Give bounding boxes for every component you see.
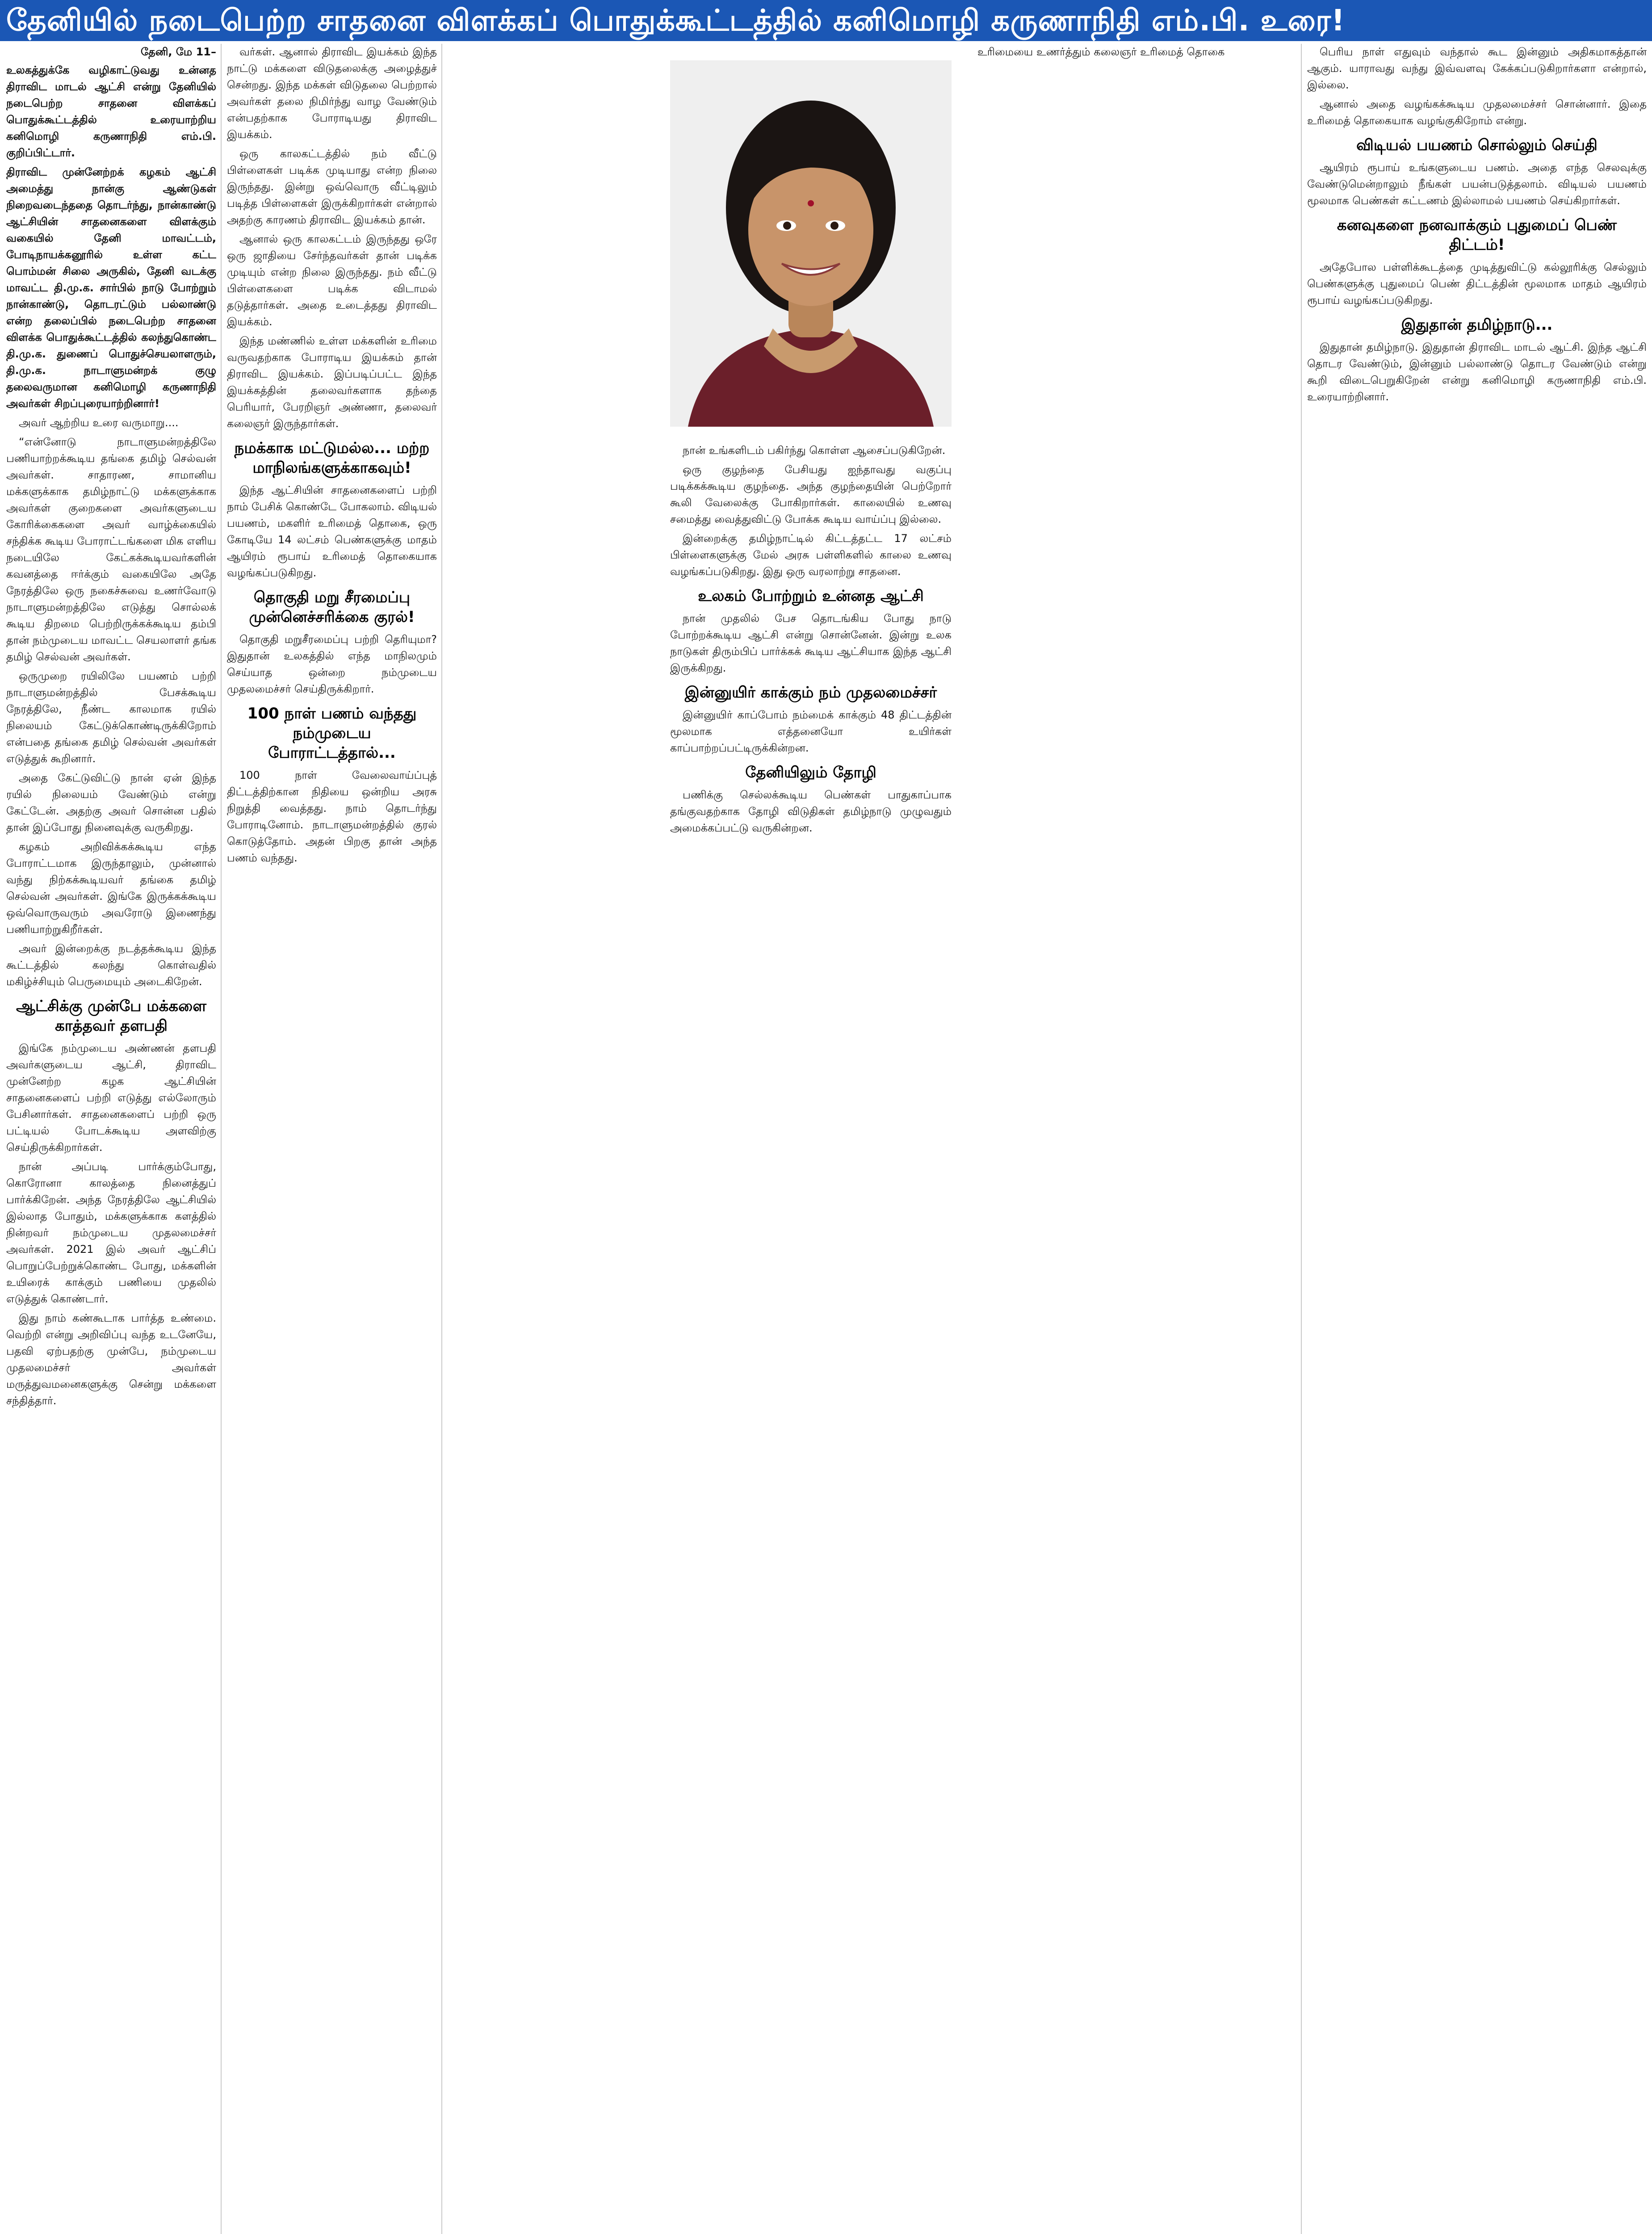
headline: தேனியில் நடைபெற்ற சாதனை விளக்கப் பொதுக்கூட்டத்தில் கனிமொழி கருணாநிதி எம்.பி. உரை! — [6, 3, 1346, 38]
subheading: ஆட்சிக்கு முன்பே மக்களை காத்தவர் தளபதி — [16, 997, 206, 1035]
dateline: தேனி, மே 11– — [141, 46, 216, 58]
subheading: இன்னுயிர் காக்கும் நம் முதலமைச்சர் — [684, 684, 937, 701]
body-paragraph: நான் அப்படி பார்க்கும்போது, கொரோனா காலத்தை நினைத்துப் பார்க்கிறேன். அந்த நேரத்திலே ஆட்சியில் இல்லாத போதும், மக்களுக்காக களத்தில் நின்றவர் நம்முடைய முதலமைச்சர் அவர்கள். 2021 இல் அவர் ஆட்சிப் பொறுப்பேற்றுக்கொண்ட போது, மக்களின் உயிரைக் காக்கும் பணியை முதலில் எடுத்துக் கொண்டார். — [6, 1160, 216, 1305]
column-divider — [1301, 44, 1302, 2234]
body-paragraph: அதை கேட்டுவிட்டு நான் ஏன் இந்த ரயில் நிலையம் வேண்டும் என்று கேட்டேன். அதற்கு அவர் சொன்ன பதில் தான் இப்போது நினைவுக்கு வருகிறது. — [6, 772, 216, 834]
column-divider — [441, 44, 442, 2234]
column-2 — [227, 44, 437, 2234]
subheading: நமக்காக மட்டுமல்ல... மற்ற மாநிலங்களுக்காகவும்! — [234, 439, 430, 477]
body-paragraph: 100 நாள் வேலைவாய்ப்புத் திட்டத்திற்கான நிதியை ஒன்றிய அரசு நிறுத்தி வைத்தது. நாம் தொடர்ந்து போராடினோம். நாடாளுமன்றத்தில் குரல் கொடுத்தோம். அதன் பிறகு தான் அந்த பணம் வந்தது. — [227, 769, 437, 864]
body-paragraph: ஆயிரம் ரூபாய் உங்களுடைய பணம். அதை எந்த செலவுக்கு வேண்டுமென்றாலும் நீங்கள் பயன்படுத்தலாம். விடியல் பயணம் மூலமாக பெண்கள் கட்டணம் இல்லாமல் பயணம் செய்கிறார்கள். — [1307, 161, 1647, 207]
subheading: உலகம் போற்றும் உன்னத ஆட்சி — [698, 587, 924, 605]
kanimozhi-portrait-image — [670, 60, 952, 427]
body-paragraph: ஒருமுறை ரயிலிலே பயணம் பற்றி நாடாளுமன்றத்தில் பேசக்கூடிய நேரத்திலே, நீண்ட காலமாக ரயில் நிலையம் கேட்டுக்கொண்டிருக்கிறோம் என்பதை தங்கை தமிழ் செல்வன் அவர்கள் எடுத்துக் கூறினார். — [6, 670, 216, 765]
body-paragraph: ஒரு காலகட்டத்தில் நம் வீட்டு பிள்ளைகள் படிக்க முடியாது என்ற நிலை இருந்தது. இன்று ஒவ்வொரு வீட்டிலும் படித்த பிள்ளைகள் இருக்கிறார்கள் என்றால் அதற்கு காரணம் திராவிட இயக்கம் தான். — [227, 147, 437, 226]
column-5 — [1307, 44, 1647, 2234]
subheading: தொகுதி மறு சீரமைப்பு முன்னெச்சரிக்கை குரல்! — [249, 588, 415, 626]
body-paragraph: அவர் ஆற்றிய உரை வருமாறு.... — [19, 416, 179, 429]
body-paragraph: அவர் இன்றைக்கு நடத்தக்கூடிய இந்த கூட்டத்தில் கலந்து கொள்வதில் மகிழ்ச்சியும் பெருமையும் அடைகிறேன். — [6, 942, 216, 988]
body-paragraph: நான் உங்களிடம் பகிர்ந்து கொள்ள ஆசைப்படுகிறேன். — [683, 444, 946, 457]
body-paragraph: இந்த மண்ணில் உள்ள மக்களின் உரிமை வருவதற்காக போராடிய இயக்கம் தான் திராவிட இயக்கம். இப்படிப்பட்ட இந்த இயக்கத்தின் தலைவர்களாக தந்தை பெரியார், பேரறிஞர் அண்ணா, தலைவர் கலைஞர் இருந்தார்கள். — [227, 335, 437, 430]
subheading: விடியல் பயணம் சொல்லும் செய்தி — [1356, 136, 1597, 154]
body-paragraph: பணிக்கு செல்லக்கூடிய பெண்கள் பாதுகாப்பாக தங்குவதற்காக தோழி விடுதிகள் தமிழ்நாடு முழுவதும் அமைக்கப்பட்டு வருகின்றன. — [670, 789, 952, 834]
subheading: இதுதான் தமிழ்நாடு... — [1401, 316, 1553, 334]
column-4 — [965, 44, 1296, 2234]
body-paragraph: ஒரு குழந்தை பேசியது ஐந்தாவது வகுப்பு படிக்கக்கூடிய குழந்தை. அந்த குழந்தையின் பெற்றோர் கூலி வேலைக்கு போகிறார்கள். காலையில் உணவு சமைத்து வைத்துவிட்டு போக்க கூடிய வாய்ப்பு இல்லை. — [670, 463, 952, 525]
body-paragraph: ஆனால் அதை வழங்கக்கூடிய முதலமைச்சர் சொன்னார். இதை உரிமைத் தொகையாக வழங்குகிறோம் என்று. — [1307, 98, 1647, 127]
body-paragraph: இன்னுயிர் காப்போம் நம்மைக் காக்கும் 48 திட்டத்தின் மூலமாக எத்தனையோ உயிர்கள் காப்பாற்றப்பட்டிருக்கின்றன. — [670, 709, 952, 754]
body-paragraph: கழகம் அறிவிக்கக்கூடிய எந்த போராட்டமாக இருந்தாலும், முன்னால் வந்து நிற்கக்கூடியவர் தங்கை தமிழ் செல்வன் அவர்கள். இங்கே இருக்கக்கூடிய ஒவ்வொருவரும் அவரோடு இணைந்து பணியாற்றுகிறீர்கள். — [6, 840, 216, 936]
body-paragraph: பெரிய நாள் எதுவும் வந்தால் கூட இன்னும் அதிகமாகத்தான் ஆகும். யாராவது வந்து இவ்வளவு கேக்கப்படுகிறார்களா என்றால், இல்லை. — [1307, 46, 1647, 91]
body-paragraph: இந்த ஆட்சியின் சாதனைகளைப் பற்றி நாம் பேசிக் கொண்டே போகலாம். விடியல் பயணம், மகளிர் உரிமைத் தொகை, ஒரு கோடியே 14 லட்சம் பெண்களுக்கு மாதம் ஆயிரம் ரூபாய் உரிமைத் தொகையாக வழங்கப்படுகிறது. — [227, 484, 437, 579]
body-paragraph: நான் முதலில் பேச தொடங்கிய போது நாடு போற்றக்கூடிய ஆட்சி என்று சொன்னேன். இன்று உலக நாடுகள் திரும்பிப் பார்க்கக் கூடிய ஆட்சியாக இந்த ஆட்சி இருக்கிறது. — [670, 612, 952, 674]
subheading: கனவுகளை நனவாக்கும் புதுமைப் பெண் திட்டம்! — [1337, 216, 1617, 254]
body-paragraph: வர்கள். ஆனால் திராவிட இயக்கம் இந்த நாட்டு மக்களை விடுதலைக்கு அழைத்துச் சென்றது. இந்த மக்கள் விடுதலை பெற்றால் அவர்கள் தலை நிமிர்ந்து வாழ வேண்டும் என்பதற்காக போராடியது திராவிட இயக்கம். — [227, 46, 437, 141]
lead-paragraph: உலகத்துக்கே வழிகாட்டுவது உன்னத திராவிட மாடல் ஆட்சி என்று தேனியில் நடைபெற்ற சாதனை விளக்கப் பொதுக்கூட்டத்தில் உரையாற்றிய கனிமொழி கருணாநிதி எம்.பி. குறிப்பிட்டார். — [6, 64, 216, 159]
subheading: 100 நாள் பணம் வந்தது நம்முடைய போராட்டத்தால்... — [247, 705, 417, 762]
column-3 — [670, 442, 952, 2234]
body-paragraph: இது நாம் கண்கூடாக பார்த்த உண்மை. வெற்றி என்று அறிவிப்பு வந்த உடனேயே, பதவி ஏற்பதற்கு முன்பே, நம்முடைய முதலமைச்சர் அவர்கள் மருத்துவமனைகளுக்கு சென்று மக்களை சந்தித்தார். — [6, 1312, 216, 1407]
body-paragraph: “என்னோடு நாடாளுமன்றத்திலே பணியாற்றக்கூடிய தங்கை தமிழ் செல்வன் அவர்கள். சாதாரண, சாமானிய மக்களுக்காக தமிழ்நாட்டு மக்களுக்காக அவர்கள் குறைகளை அவர்களுடைய கோரிக்கைகளை அவர் வாழ்க்கையில் சந்திக்க கூடிய போராட்டங்களை மிக எளிய நடையிலே கேட்கக்கூடியவர்களின் கவனத்தை ஈர்க்கும் வகையிலே அதே நேரத்திலே ஒரு நகைச்சுவை உணர்வோடு நாடாளுமன்றத்திலே எடுத்து சொல்லக் கூடிய திறமை பெற்றிருக்கக்கூடிய தம்பி தான் நம்முடைய மாவட்ட செயலாளர் தங்க தமிழ் செல்வன் அவர்கள். — [6, 436, 216, 663]
subheading: தேனியிலும் தோழி — [745, 764, 876, 781]
headline-banner — [0, 0, 1652, 41]
body-paragraph: அதேபோல பள்ளிக்கூடத்தை முடித்துவிட்டு கல்லூரிக்கு செல்லும் பெண்களுக்கு புதுமைப் பெண் திட்டத்தின் மூலமாக மாதம் ஆயிரம் ரூபாய் வழங்கப்படுகிறது. — [1307, 261, 1647, 307]
body-paragraph: இங்கே நம்முடைய அண்ணன் தளபதி அவர்களுடைய ஆட்சி, திராவிட முன்னேற்ற கழக ஆட்சியின் சாதனைகளைப் பற்றி எடுத்து எல்லோரும் பேசினார்கள். சாதனைகளைப் பற்றி ஒரு பட்டியல் போடக்கூடிய அளவிற்கு செய்திருக்கிறார்கள். — [6, 1042, 216, 1154]
body-paragraph: இன்றைக்கு தமிழ்நாட்டில் கிட்டத்தட்ட 17 லட்சம் பிள்ளைகளுக்கு மேல் அரசு பள்ளிகளில் காலை உணவு வழங்கப்படுகிறது. இது ஒரு வரலாற்று சாதனை. — [670, 532, 952, 578]
body-paragraph: தொகுதி மறுசீரமைப்பு பற்றி தெரியுமா? இதுதான் உலகத்தில் எந்த மாநிலமும் செய்யாத ஒன்றை நம்முடைய முதலமைச்சர் செய்திருக்கிறார். — [227, 633, 437, 695]
lead-paragraph: திராவிட முன்னேற்றக் கழகம் ஆட்சி அமைத்து நான்கு ஆண்டுகள் நிறைவடைந்ததை தொடர்ந்து, நான்காண்டு ஆட்சியின் சாதனைகளை விளக்கும் வகையில் தேனி மாவட்டம், போடிநாயக்கனூரில் உள்ள கட்ட பொம்மன் சிலை அருகில், தேனி வடக்கு மாவட்ட தி.மு.க. சார்பில் நாடு போற்றும் நான்காண்டு, தொடரட்டும் பல்லாண்டு என்ற தலைப்பில் நடைபெற்ற சாதனை விளக்க பொதுக்கூட்டத்தில் கலந்துகொண்ட தி.மு.க. துணைப் பொதுச்செயலாளரும், தி.மு.க. நாடாளுமன்றக் குழு தலைவருமான கனிமொழி கருணாநிதி அவர்கள் சிறப்புரையாற்றினார்! — [6, 166, 216, 410]
column-1 — [6, 44, 216, 2234]
body-paragraph: உரிமையை உணர்த்தும் கலைஞர் உரிமைத் தொகை — [977, 46, 1225, 58]
column-divider — [221, 44, 222, 2234]
body-paragraph: ஆனால் ஒரு காலகட்டம் இருந்தது ஒரே ஒரு ஜாதியை சேர்ந்தவர்கள் தான் படிக்க முடியும் என்ற நிலை இருந்தது. நம் வீட்டு பிள்ளைகளை படிக்க விடாமல் தடுத்தார்கள். அதை உடைத்தது திராவிட இயக்கம். — [227, 233, 437, 328]
body-paragraph: இதுதான் தமிழ்நாடு. இதுதான் திராவிட மாடல் ஆட்சி. இந்த ஆட்சி தொடர வேண்டும், இன்னும் பல்லாண்டு தொடர வேண்டும் என்று கூறி விடைபெறுகிறேன் என்று கனிமொழி கருணாநிதி எம்.பி. உரையாற்றினார். — [1307, 341, 1647, 403]
lead-block — [6, 62, 216, 412]
